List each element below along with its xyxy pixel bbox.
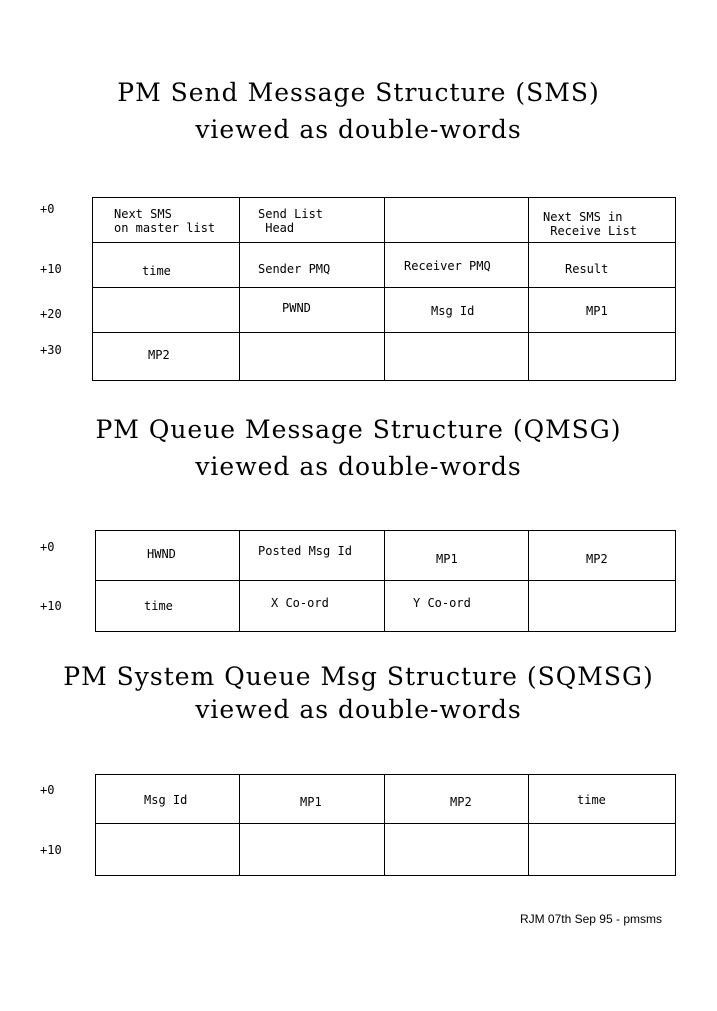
qmsg-cell-hwnd: HWND — [147, 547, 176, 561]
qmsg-cell-y-coord: Y Co-ord — [413, 596, 471, 610]
qmsg-cell-x-coord: X Co-ord — [271, 596, 329, 610]
qmsg-offset-10: +10 — [40, 599, 62, 613]
qmsg-col-divider — [528, 530, 529, 632]
sms-offset-30: +30 — [40, 343, 62, 357]
qmsg-cell-time: time — [144, 599, 173, 613]
sms-cell-result: Result — [565, 262, 609, 276]
sqmsg-subtitle: viewed as double-words — [195, 695, 522, 724]
sms-cell-next-sms-receive: Next SMS in Receive List — [543, 210, 637, 238]
sqmsg-offset-10: +10 — [40, 843, 62, 857]
qmsg-title: PM Queue Message Structure (QMSG) — [95, 415, 622, 444]
qmsg-cell-mp2: MP2 — [586, 552, 608, 566]
sms-col-divider — [384, 197, 385, 381]
sqmsg-col-divider — [528, 774, 529, 876]
sqmsg-row-divider — [95, 823, 676, 824]
sms-cell-pwnd: PWND — [282, 301, 311, 315]
footer-credit: RJM 07th Sep 95 - pmsms — [519, 912, 662, 926]
sms-offset-20: +20 — [40, 307, 62, 321]
sqmsg-table — [95, 774, 676, 876]
sqmsg-col-divider — [384, 774, 385, 876]
sqmsg-offset-0: +0 — [40, 783, 55, 797]
sqmsg-cell-mp1: MP1 — [300, 795, 322, 809]
sqmsg-cell-msg-id: Msg Id — [144, 793, 188, 807]
qmsg-table — [95, 530, 676, 632]
sms-col-divider — [239, 197, 240, 381]
sms-cell-msg-id: Msg Id — [431, 304, 475, 318]
sms-cell-sender-pmq: Sender PMQ — [258, 262, 331, 276]
sms-cell-send-list-head: Send List Head — [258, 207, 324, 235]
sms-cell-mp2: MP2 — [148, 348, 170, 362]
sms-offset-10: +10 — [40, 262, 62, 276]
sqmsg-title: PM System Queue Msg Structure (SQMSG) — [63, 662, 654, 691]
sms-cell-next-sms-master: Next SMS on master list — [114, 207, 216, 235]
sms-title: PM Send Message Structure (SMS) — [117, 78, 600, 107]
sqmsg-col-divider — [239, 774, 240, 876]
qmsg-col-divider — [239, 530, 240, 632]
sms-cell-mp1: MP1 — [586, 304, 608, 318]
sms-offset-0: +0 — [40, 202, 55, 216]
sms-cell-receiver-pmq: Receiver PMQ — [404, 259, 491, 273]
sqmsg-cell-time: time — [577, 793, 606, 807]
sms-subtitle: viewed as double-words — [195, 115, 522, 144]
sqmsg-cell-mp2: MP2 — [450, 795, 472, 809]
sms-cell-time: time — [142, 264, 171, 278]
qmsg-subtitle: viewed as double-words — [195, 452, 522, 481]
qmsg-col-divider — [384, 530, 385, 632]
qmsg-cell-mp1: MP1 — [436, 552, 458, 566]
qmsg-offset-0: +0 — [40, 540, 55, 554]
qmsg-cell-posted-msg-id: Posted Msg Id — [258, 544, 352, 558]
qmsg-row-divider — [95, 580, 676, 581]
sms-col-divider — [528, 197, 529, 381]
